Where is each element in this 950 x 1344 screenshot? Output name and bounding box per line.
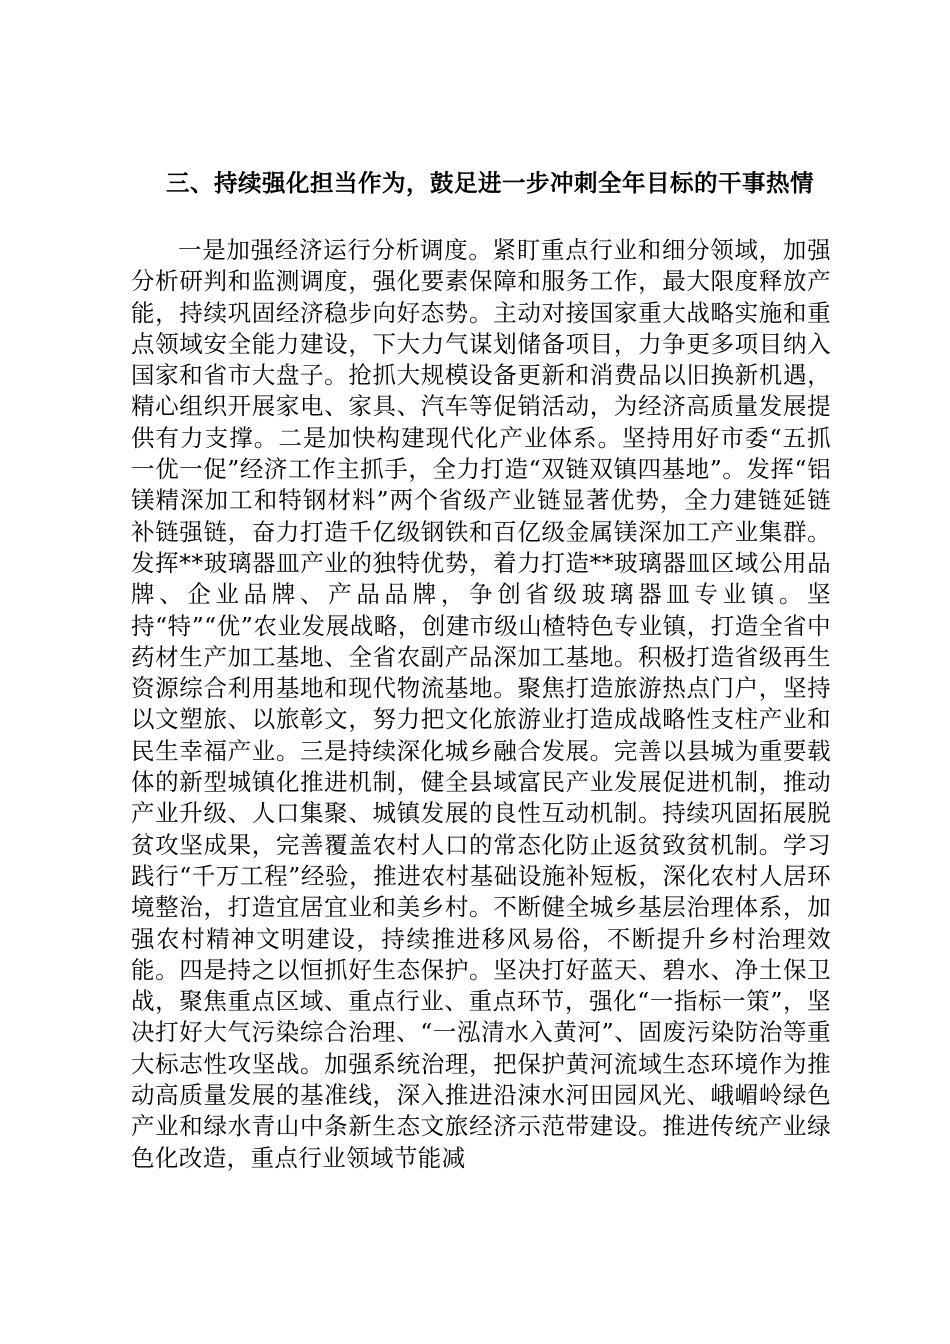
section-heading: 三、持续强化担当作为，鼓足进一步冲刺全年目标的干事热情 bbox=[166, 169, 814, 197]
body-paragraph: 一是加强经济运行分析调度。紧盯重点行业和细分领域，加强分析研判和监测调度，强化要素保障和服务工作，最大限度释放产能，持续巩固经济稳步向好态势。主动对接国家重大战略实施和重点领域安全能力建设，下大力气谋划储备项目，力争更多项目纳入国家和省市大盘子。抢抓大规模设备更新和消费品以旧换新机遇，精心组织开展家电、家具、汽车等促销活动，为经济高质量发展提供有力支撑。二是加快构建现代化产业体系。坚持用好市委“五抓一优一促”经济工作主抓手，全力打造“双链双镇四基地”。发挥“铝镁精深加工和特钢材料”两个省级产业链显著优势，全力建链延链补链强链，奋力打造千亿级钢铁和百亿级金属镁深加工产业集群。发挥**玻璃器皿产业的独特优势，着力打造**玻璃器皿区域公用品牌、企业品牌、产品品牌，争创省级玻璃器皿专业镇。坚持“特”“优”农业发展战略，创建市级山楂特色专业镇，打造全省中药材生产加工基地、全省农副产品深加工基地。积极打造省级再生资源综合利用基地和现代物流基地。聚焦打造旅游热点门户，坚持以文塑旅、以旅彰文，努力把文化旅游业打造成战略性支柱产业和民生幸福产业。三是持续深化城乡融合发展。完善以县城为重要载体的新型城镇化推进机制，健全县域富民产业发展促进机制，推动产业升级、人口集聚、城镇发展的良性互动机制。持续巩固拓展脱贫攻坚成果，完善覆盖农村人口的常态化防止返贫致贫机制。学习践行“千万工程”经验，推进农村基础设施补短板，深化农村人居环境整治，打造宜居宜业和美乡村。不断健全城乡基层治理体系，加强农村精神文明建设，持续推进移风易俗，不断提升乡村治理效能。四是持之以恒抓好生态保护。坚决打好蓝天、碧水、净土保卫战，聚焦重点区域、重点行业、重点环节，强化“一指标一策”，坚决打好大气污染综合治理、“一泓清水入黄河”、固废污染防治等重大标志性攻坚战。加强系统治理，把保护黄河流域生态环境作为推动高质量发展的基准线，深入推进沿涑水河田园风光、峨嵋岭绿色产业和绿水青山中条新生态文旅经济示范带建设。推进传统产业绿色化改造，重点行业领域节能减 bbox=[131, 236, 831, 1172]
document-content bbox=[131, 168, 831, 1174]
